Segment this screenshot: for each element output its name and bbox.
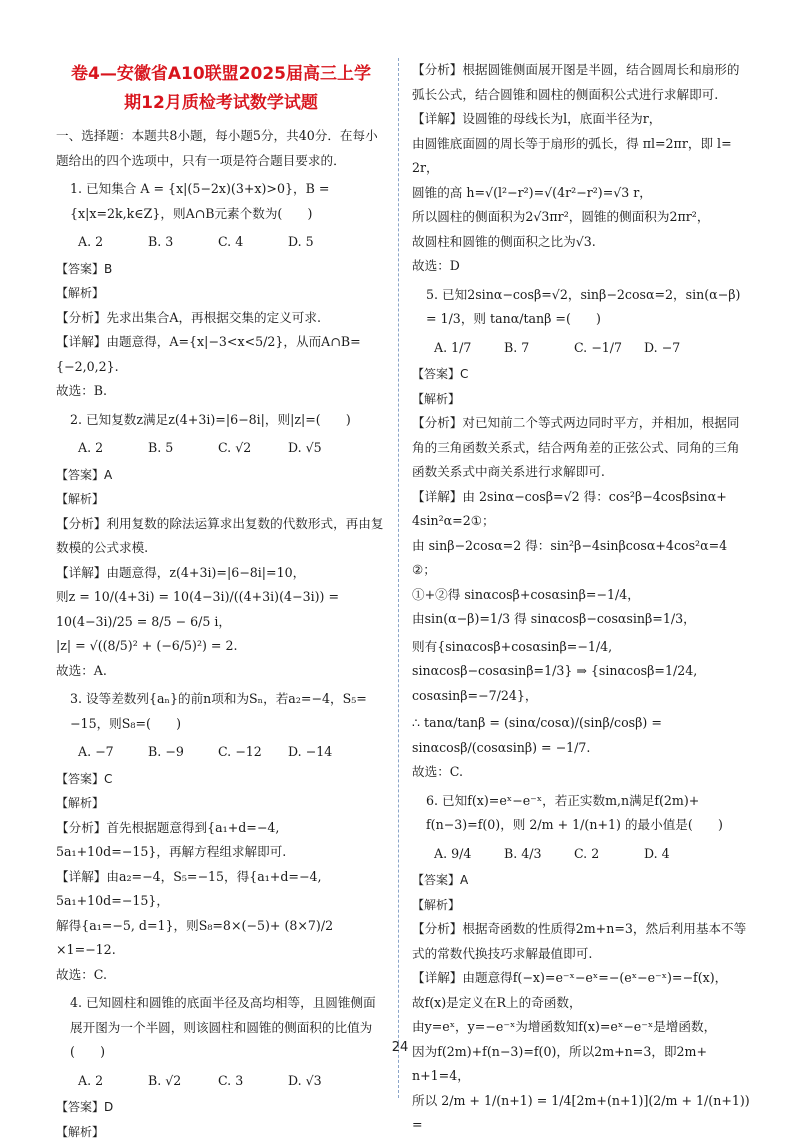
analysis-text: 【分析】根据奇函数的性质得2m+n=3，然后利用基本不等式的常数代换技巧求解最值即可.: [412, 917, 752, 966]
analysis-label: 【解析】: [56, 791, 386, 816]
math-step: ①+②得 sinαcosβ+cosαsinβ=−1/4，: [412, 583, 752, 608]
analysis-label: 【解析】: [412, 893, 752, 918]
option-c: C. √2: [218, 436, 288, 461]
option-a: A. 2: [78, 1069, 148, 1094]
analysis-text: 【分析】先求出集合A，再根据交集的定义可求.: [56, 306, 386, 331]
question-3-stem: 3. 设等差数列{aₙ}的前n项和为Sₙ，若a₂=−4，S₅= −15，则S₈=( ): [56, 687, 386, 736]
option-a: A. 2: [78, 436, 148, 461]
option-d: D. 5: [288, 230, 358, 255]
option-d: D. −7: [644, 336, 714, 361]
question-4-options: [56, 1069, 386, 1094]
math-step: |z| = √((8/5)² + (−6/5)²) = 2.: [56, 634, 386, 659]
option-d: D. 4: [644, 842, 714, 867]
answer-label: 【答案】D: [56, 1095, 386, 1120]
detail-text: 【详解】设圆锥的母线长为l，底面半径为r，: [412, 107, 752, 132]
option-a: A. 1/7: [434, 336, 504, 361]
math-step: 故圆柱和圆锥的侧面积之比为√3.: [412, 230, 752, 255]
option-a: A. −7: [78, 740, 148, 765]
math-step: 解得{a₁=−5, d=1}，则S₈=8×(−5)+ (8×7)/2 ×1=−12.: [56, 914, 386, 963]
question-1-options: [56, 230, 386, 255]
math-step: 故f(x)是定义在R上的奇函数，: [412, 991, 752, 1016]
analysis-label: 【解析】: [412, 387, 752, 412]
question-6-options: [412, 842, 752, 867]
question-3-options: [56, 740, 386, 765]
page-number: 24: [380, 1040, 420, 1055]
conclusion-text: 故选：C.: [56, 963, 386, 988]
analysis-label: 【解析】: [56, 1120, 386, 1144]
math-step: 由 sinβ−2cosα=2 得：sin²β−4sinβcosα+4cos²α=4 ②；: [412, 534, 752, 583]
math-step: ∴ tanα/tanβ = (sinα/cosα)/(sinβ/cosβ) = sinαcosβ/(cosαsinβ) = −1/7.: [412, 711, 752, 760]
math-step: 由y=eˣ，y=−e⁻ˣ为增函数知f(x)=eˣ−e⁻ˣ是增函数，: [412, 1015, 752, 1040]
math-step: 所以 2/m + 1/(n+1) = 1/4[2m+(n+1)](2/m + 1/(n+1)) =: [412, 1089, 752, 1138]
title-line-1: 卷4—安徽省A10联盟2025届高三上学: [56, 60, 386, 89]
conclusion-text: 故选：B.: [56, 379, 386, 404]
option-b: B. 7: [504, 336, 574, 361]
analysis-text: 【分析】根据圆锥侧面展开图是半圆，结合圆周长和扇形的弧长公式，结合圆锥和圆柱的侧面积公式进行求解即可.: [412, 58, 752, 107]
option-d: D. √3: [288, 1069, 358, 1094]
math-step: 由sin(α−β)=1/3 得 sinαcosβ−cosαsinβ=1/3，: [412, 607, 752, 632]
math-step: 因为f(2m)+f(n−3)=f(0)，所以2m+n=3，即2m+ n+1=4，: [412, 1040, 752, 1089]
option-d: D. −14: [288, 740, 358, 765]
question-2-options: [56, 436, 386, 461]
math-step: 则z = 10/(4+3i) = 10(4−3i)/((4+3i)(4−3i)) = 10(4−3i)/25 = 8/5 − 6/5 i，: [56, 585, 386, 634]
detail-text: 【详解】由题意得，z(4+3i)=|6−8i|=10，: [56, 561, 386, 586]
option-a: A. 9/4: [434, 842, 504, 867]
option-b: B. 5: [148, 436, 218, 461]
conclusion-text: 故选：A.: [56, 659, 386, 684]
option-d: D. √5: [288, 436, 358, 461]
option-b: B. 4/3: [504, 842, 574, 867]
option-b: B. 3: [148, 230, 218, 255]
option-c: C. 3: [218, 1069, 288, 1094]
right-column: [412, 58, 752, 1138]
question-4-stem: 4. 已知圆柱和圆锥的底面半径及高均相等，且圆锥侧面展开图为一个半圆，则该圆柱和圆锥的侧面积的比值为( ): [56, 991, 386, 1065]
math-step: 所以圆柱的侧面积为2√3πr²，圆锥的侧面积为2πr²，: [412, 205, 752, 230]
math-step: 由圆锥底面圆的周长等于扇形的弧长，得 πl=2πr，即 l= 2r，: [412, 132, 752, 181]
conclusion-text: 故选：C.: [412, 760, 752, 785]
option-c: C. −1/7: [574, 336, 644, 361]
analysis-text: 【分析】对已知前二个等式两边同时平方，并相加，根据同角的三角函数关系式，结合两角差的正弦公式、同角的三角函数关系式中商关系进行求解即可.: [412, 411, 752, 485]
option-b: B. −9: [148, 740, 218, 765]
detail-text: 【详解】由题意得，A={x|−3<x<5/2}，从而A∩B= {−2,0,2}.: [56, 330, 386, 379]
question-2-stem: 2. 已知复数z满足z(4+3i)=|6−8i|，则|z|=( ): [56, 408, 386, 433]
option-c: C. −12: [218, 740, 288, 765]
answer-label: 【答案】A: [412, 868, 752, 893]
detail-text: 【详解】由题意得f(−x)=e⁻ˣ−eˣ=−(eˣ−e⁻ˣ)=−f(x)，: [412, 966, 752, 991]
detail-text: 【详解】由 2sinα−cosβ=√2 得：cos²β−4cosβsinα+ 4sin²α=2①；: [412, 485, 752, 534]
page-title: [56, 60, 386, 118]
analysis-text: 【分析】首先根据题意得到{a₁+d=−4, 5a₁+10d=−15}，再解方程组求解即可.: [56, 816, 386, 865]
question-1-stem: 1. 已知集合 A = {x|(5−2x)(3+x)>0}，B = {x|x=2k,k∈Z}，则A∩B元素个数为( ): [56, 177, 386, 226]
option-b: B. √2: [148, 1069, 218, 1094]
conclusion-text: 故选：D: [412, 254, 752, 279]
question-5-options: [412, 336, 752, 361]
option-c: C. 2: [574, 842, 644, 867]
answer-label: 【答案】C: [56, 767, 386, 792]
equation-system: 则有{sinαcosβ+cosαsinβ=−1/4, sinαcosβ−cosαsinβ=1/3} ⇒ {sinαcosβ=1/24, cosαsinβ=−7/24}，: [412, 635, 752, 709]
option-c: C. 4: [218, 230, 288, 255]
answer-label: 【答案】C: [412, 362, 752, 387]
analysis-label: 【解析】: [56, 281, 386, 306]
question-5-stem: 5. 已知2sinα−cosβ=√2，sinβ−2cosα=2，sin(α−β) = 1/3，则 tanα/tanβ =( ): [412, 283, 752, 332]
analysis-text: 【分析】利用复数的除法运算求出复数的代数形式，再由复数模的公式求模.: [56, 512, 386, 561]
left-column: [56, 58, 386, 1144]
title-line-2: 期12月质检考试数学试题: [56, 89, 386, 118]
math-step: 圆锥的高 h=√(l²−r²)=√(4r²−r²)=√3 r，: [412, 181, 752, 206]
answer-label: 【答案】A: [56, 463, 386, 488]
detail-text: 【详解】由a₂=−4，S₅=−15，得{a₁+d=−4, 5a₁+10d=−15}，: [56, 865, 386, 914]
section-intro: 一、选择题：本题共8小题，每小题5分，共40分．在每小题给出的四个选项中，只有一项是符合题目要求的．: [56, 124, 386, 173]
answer-label: 【答案】B: [56, 257, 386, 282]
question-6-stem: 6. 已知f(x)=eˣ−e⁻ˣ，若正实数m,n满足f(2m)+ f(n−3)=f(0)，则 2/m + 1/(n+1) 的最小值是( ): [412, 789, 752, 838]
analysis-label: 【解析】: [56, 487, 386, 512]
option-a: A. 2: [78, 230, 148, 255]
column-divider: [398, 58, 399, 1098]
